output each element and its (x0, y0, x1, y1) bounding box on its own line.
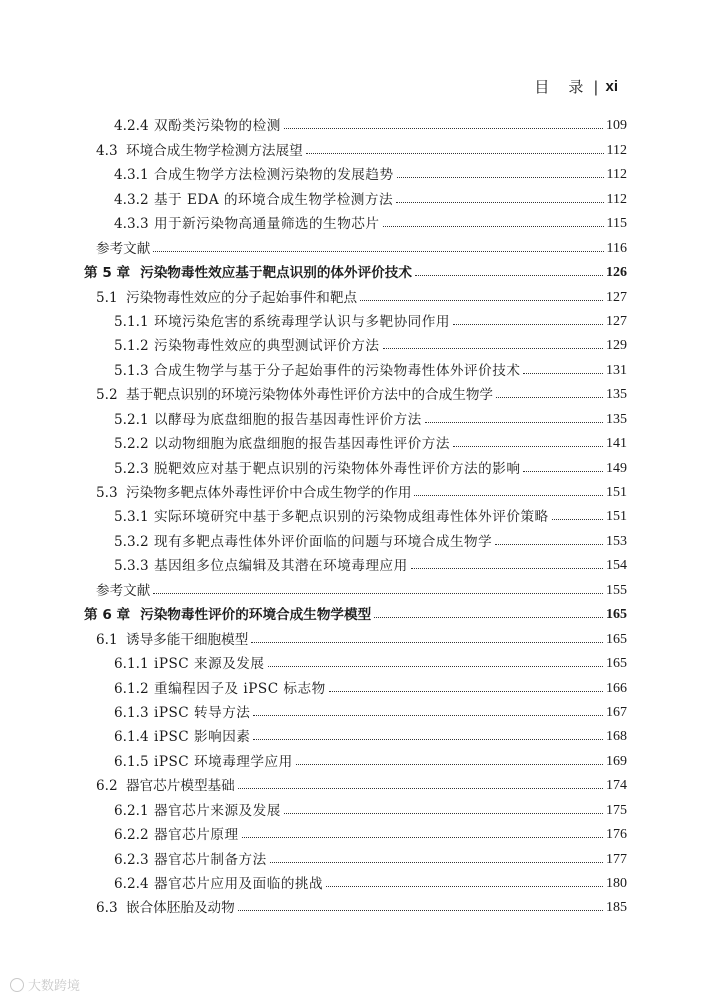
toc-entry-number: 6.2.2 (114, 827, 149, 844)
toc-entry[interactable] (84, 110, 627, 134)
dot-leader (270, 861, 603, 863)
toc-entry-title: 污染物毒性效应的分子起始事件和靶点 (126, 289, 358, 306)
toc-entry-number: 5.3.1 (114, 509, 149, 526)
watermark-logo-icon (10, 978, 24, 992)
dot-leader (242, 836, 603, 838)
toc-entry[interactable] (84, 672, 627, 696)
running-header (534, 76, 618, 97)
toc-entry-number: 5.3 (96, 485, 118, 501)
toc-entry-number: 第 5 章 (84, 265, 131, 282)
toc-entry-number: 5.2 (96, 387, 118, 404)
toc-entry-title: 合成生物学方法检测污染物的发展趋势 (154, 167, 394, 184)
toc-entry-number: 6.2.1 (114, 802, 149, 819)
dot-leader (268, 665, 604, 667)
dot-leader (329, 690, 603, 692)
toc-entry-number: 5.3.3 (114, 558, 149, 575)
dot-leader (496, 396, 603, 398)
toc-entry-title: 诱导多能干细胞模型 (126, 631, 249, 648)
toc-entry-page: 116 (606, 240, 627, 256)
dot-leader (495, 543, 603, 545)
toc-entry[interactable] (84, 477, 627, 501)
toc-entry-title: 污染物多靶点体外毒性评价中合成生物学的作用 (126, 485, 412, 501)
toc-entry-title: 污染物毒性效应基于靶点识别的体外评价技术 (140, 265, 412, 282)
toc-entry[interactable] (84, 159, 627, 183)
toc-entry[interactable] (84, 183, 627, 207)
toc-references-entry[interactable] (84, 232, 627, 256)
toc-entry[interactable] (84, 745, 627, 769)
dot-leader (326, 885, 603, 887)
header-page-number: xi (605, 78, 618, 95)
toc-entry[interactable] (84, 354, 627, 378)
toc-entry[interactable] (84, 134, 627, 158)
toc-entry-number: 6.1.5 (114, 753, 149, 770)
toc-entry-page: 151 (606, 509, 627, 525)
dot-leader (397, 176, 604, 178)
toc-entry-page: 177 (606, 851, 627, 867)
toc-entry-title: 以酵母为底盘细胞的报告基因毒性评价方法 (154, 411, 422, 428)
toc-entry-number: 5.2.1 (114, 411, 149, 428)
toc-chapter-entry[interactable] (84, 599, 627, 623)
dot-leader (253, 738, 603, 740)
toc-entry-number: 5.1 (96, 289, 118, 306)
dot-leader (153, 592, 603, 594)
toc-entry[interactable] (84, 208, 627, 232)
toc-entry-page: 112 (606, 167, 627, 183)
toc-entry-page: 127 (606, 313, 627, 329)
toc-entry-page: 175 (606, 802, 627, 818)
toc-entry-number: 4.3.2 (114, 191, 149, 208)
toc-entry-number: 4.3.3 (114, 216, 149, 233)
toc-entry-page: 141 (606, 436, 627, 452)
toc-entry-number: 5.3.2 (114, 533, 149, 550)
toc-entry[interactable] (84, 794, 627, 818)
toc-entry-number: 6.2.3 (114, 851, 149, 868)
dot-leader (396, 201, 603, 203)
toc-entry-number: 6.1 (96, 631, 118, 648)
toc-entry-page: 165 (606, 631, 627, 647)
toc-entry-title: 器官芯片来源及发展 (154, 802, 281, 819)
toc-entry[interactable] (84, 843, 627, 867)
toc-entry-page: 185 (606, 900, 627, 916)
toc-entry-title: 环境污染危害的系统毒理学认识与多靶协同作用 (154, 313, 450, 330)
toc-entry-number: 5.1.3 (114, 362, 149, 379)
toc-entry[interactable] (84, 550, 627, 574)
toc-entry-page: 112 (606, 142, 627, 158)
toc-entry-title: 双酚类污染物的检测 (154, 118, 281, 135)
toc-entry-number: 4.2.4 (114, 118, 149, 135)
dot-leader (360, 299, 603, 301)
toc-entry[interactable] (84, 819, 627, 843)
toc-entry[interactable] (84, 501, 627, 525)
toc-entry-page: 168 (606, 729, 627, 745)
toc-entry-title: iPSC 环境毒理学应用 (154, 753, 293, 770)
toc-entry-page: 166 (606, 680, 627, 696)
dot-leader (238, 787, 603, 789)
toc-entry[interactable] (84, 623, 627, 647)
toc-entry-page: 154 (606, 558, 627, 574)
toc-entry-title: 以动物细胞为底盘细胞的报告基因毒性评价方法 (154, 436, 450, 453)
dot-leader (374, 616, 603, 618)
toc-entry-page: 109 (606, 118, 627, 134)
toc-entry-number: 4.3.1 (114, 167, 149, 184)
toc-entry-title: 污染物毒性评价的环境合成生物学模型 (140, 607, 372, 624)
toc-entry-title: 器官芯片制备方法 (154, 851, 267, 868)
dot-leader (415, 274, 603, 276)
toc-entry-title: iPSC 影响因素 (154, 729, 251, 746)
watermark-text: 大数跨境 (28, 979, 81, 994)
table-of-contents (84, 110, 627, 916)
toc-entry-title: 环境合成生物学检测方法展望 (126, 142, 303, 159)
toc-entry-number: 6.1.2 (114, 680, 149, 697)
toc-entry-title: 用于新污染物高通量筛选的生物芯片 (154, 216, 380, 233)
toc-entry-page: 174 (606, 778, 627, 794)
toc-entry[interactable] (84, 403, 627, 427)
toc-entry-page: 151 (606, 485, 627, 500)
toc-entry-number: 6.2 (96, 778, 118, 795)
toc-entry-page: 126 (606, 265, 627, 281)
dot-leader (153, 250, 603, 252)
toc-entry-title: 污染物毒性效应的典型测试评价方法 (154, 338, 380, 355)
toc-entry[interactable] (84, 648, 627, 672)
toc-chapter-entry[interactable] (84, 257, 627, 281)
toc-entry-number: 第 6 章 (84, 607, 131, 624)
toc-entry[interactable] (84, 379, 627, 403)
toc-entry[interactable] (84, 697, 627, 721)
toc-entry[interactable] (84, 281, 627, 305)
toc-entry[interactable] (84, 721, 627, 745)
toc-entry-title: iPSC 来源及发展 (154, 656, 265, 673)
dot-leader (296, 763, 603, 765)
toc-entry-title: 实际环境研究中基于多靶点识别的污染物成组毒性体外评价策略 (154, 509, 549, 526)
dot-leader (238, 909, 603, 911)
toc-entry-number: 6.1.4 (114, 729, 149, 746)
toc-entry-title: 基于 EDA 的环境合成生物学检测方法 (154, 191, 394, 208)
toc-entry-number: 6.3 (96, 900, 118, 917)
toc-entry-title: 基于靶点识别的环境污染物体外毒性评价方法中的合成生物学 (126, 387, 494, 404)
dot-leader (383, 347, 604, 349)
toc-entry-title: 脱靶效应对基于靶点识别的污染物体外毒性评价方法的影响 (154, 460, 521, 477)
toc-entry[interactable] (84, 452, 627, 476)
toc-entry-page: 149 (606, 460, 627, 476)
toc-entry-number: 6.1.3 (114, 704, 149, 721)
header-separator: | (593, 77, 601, 96)
dot-leader (411, 567, 603, 569)
toc-entry[interactable] (84, 525, 627, 549)
toc-entry-title: 基因组多位点编辑及其潜在环境毒理应用 (154, 558, 408, 575)
toc-entry[interactable] (84, 892, 627, 916)
toc-entry[interactable] (84, 330, 627, 354)
toc-entry-title: 现有多靶点毒性体外评价面临的问题与环境合成生物学 (154, 533, 493, 550)
toc-entry-number: 5.2.2 (114, 436, 149, 453)
toc-entry[interactable] (84, 868, 627, 892)
toc-entry-title: 器官芯片模型基础 (126, 778, 235, 795)
toc-entry-number: 4.3 (96, 142, 118, 159)
toc-entry-page: 115 (606, 216, 627, 232)
toc-entry-number: 6.1.1 (114, 656, 149, 673)
toc-entry[interactable] (84, 770, 627, 794)
toc-entry-page: 131 (606, 362, 627, 378)
dot-leader (523, 470, 603, 472)
toc-entry-page: 135 (606, 411, 627, 427)
toc-entry-title: 参考文献 (96, 240, 151, 257)
toc-entry-page: 129 (606, 338, 627, 354)
dot-leader (284, 127, 603, 129)
toc-entry-page: 180 (606, 876, 627, 891)
toc-entry-page: 167 (606, 704, 627, 720)
toc-entry-number: 5.1.1 (114, 313, 149, 330)
toc-entry-title: 参考文献 (96, 582, 151, 599)
toc-entry-title: 嵌合体胚胎及动物 (126, 900, 235, 917)
dot-leader (425, 421, 603, 423)
dot-leader (306, 152, 604, 154)
dot-leader (414, 494, 603, 496)
toc-entry-page: 165 (606, 656, 627, 672)
dot-leader (453, 445, 603, 447)
toc-entry-title: iPSC 转导方法 (154, 704, 251, 721)
toc-entry-number: 6.2.4 (114, 876, 149, 892)
dot-leader (523, 372, 603, 374)
toc-entry-page: 155 (606, 582, 627, 598)
toc-entry-title: 器官芯片原理 (154, 827, 239, 844)
toc-entry-title: 器官芯片应用及面临的挑战 (154, 876, 324, 892)
watermark (10, 975, 80, 994)
toc-entry-page: 169 (606, 753, 627, 769)
toc-entry[interactable] (84, 306, 627, 330)
toc-entry-page: 127 (606, 289, 627, 305)
dot-leader (552, 518, 603, 520)
toc-entry-page: 135 (606, 387, 627, 403)
toc-entry[interactable] (84, 428, 627, 452)
toc-references-entry[interactable] (84, 574, 627, 598)
toc-entry-title: 重编程因子及 iPSC 标志物 (154, 680, 326, 697)
toc-entry-page: 176 (606, 827, 627, 843)
toc-entry-number: 5.2.3 (114, 460, 149, 477)
dot-leader (284, 812, 603, 814)
toc-entry-page: 153 (606, 533, 627, 549)
toc-entry-number: 5.1.2 (114, 338, 149, 355)
dot-leader (251, 641, 603, 643)
dot-leader (453, 323, 603, 325)
dot-leader (253, 714, 603, 716)
toc-entry-page: 165 (606, 607, 627, 623)
header-title: 目 录 (534, 78, 586, 96)
toc-entry-title: 合成生物学与基于分子起始事件的污染物毒性体外评价技术 (154, 362, 521, 379)
toc-entry-page: 112 (606, 191, 627, 207)
dot-leader (383, 225, 604, 227)
